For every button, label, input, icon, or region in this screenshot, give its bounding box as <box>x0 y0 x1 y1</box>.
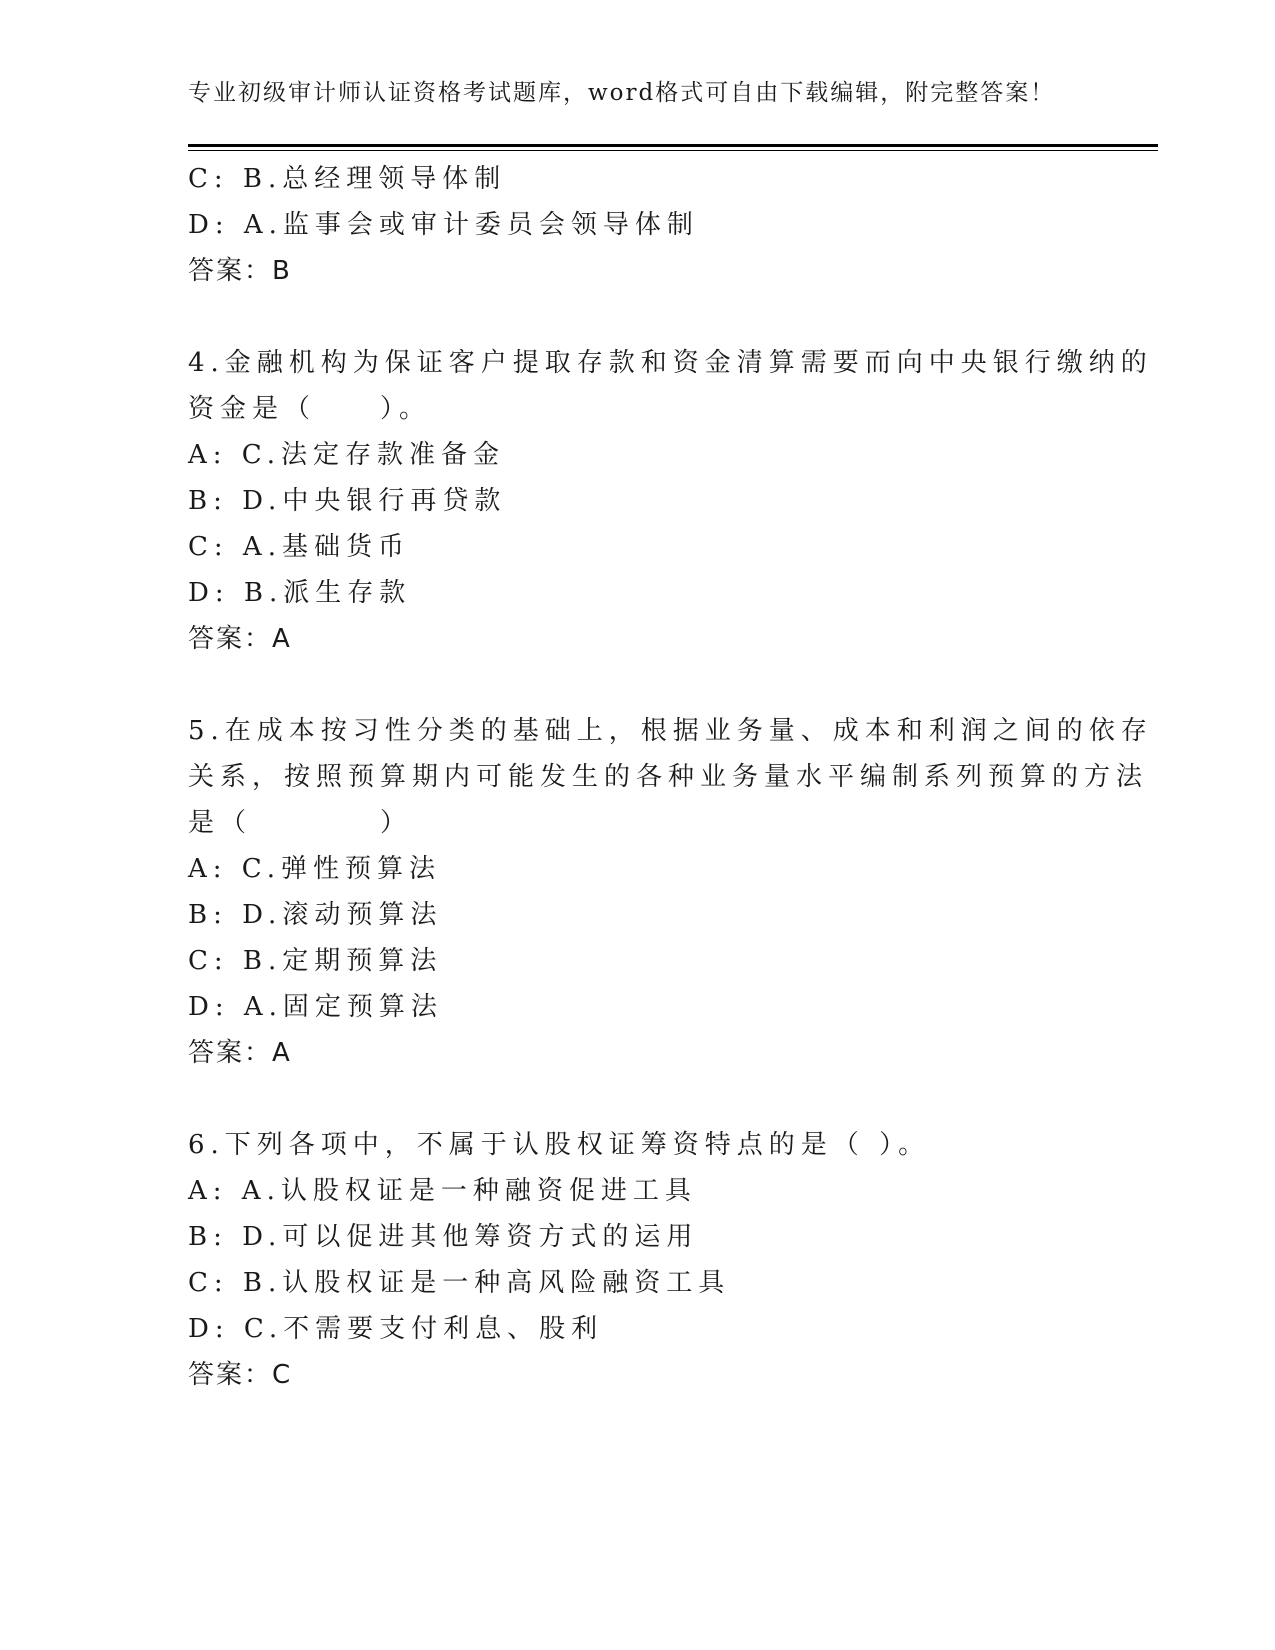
question-4-block <box>188 340 1153 662</box>
question-text-line: 6.下列各项中，不属于认股权证筹资特点的是（ ）。 <box>188 1130 931 1160</box>
option-a: A: A.认股权证是一种融资促进工具 <box>188 1176 697 1206</box>
option-d: D: A.监事会或审计委员会领导体制 <box>188 210 699 240</box>
question-5-block <box>188 708 1153 1076</box>
spacer <box>188 662 1088 708</box>
answer-line: 答案：B <box>188 256 292 286</box>
option-c: C: B.定期预算法 <box>188 946 443 976</box>
question-text-line: 资金是（ ）。 <box>188 394 432 424</box>
spacer <box>188 294 1088 340</box>
question-6-block <box>188 1122 1088 1398</box>
answer-line: 答案：A <box>188 1038 292 1068</box>
question-text-line: 关系，按照预算期内可能发生的各种业务量水平编制系列预算的方法 <box>188 762 1149 792</box>
question-text-line: 5.在成本按习性分类的基础上，根据业务量、成本和利润之间的依存 <box>188 716 1153 746</box>
header-rule-thick <box>188 144 1158 147</box>
option-d: D: A.固定预算法 <box>188 992 443 1022</box>
document-body <box>188 156 1153 1398</box>
option-b: B: D.滚动预算法 <box>188 900 443 930</box>
page-header: 专业初级审计师认证资格考试题库，word格式可自由下载编辑，附完整答案！ <box>188 80 1056 106</box>
option-a: A: C.弹性预算法 <box>188 854 442 884</box>
option-b: B: D.中央银行再贷款 <box>188 486 507 516</box>
option-d: D: B.派生存款 <box>188 578 412 608</box>
question-text-line: 4.金融机构为保证客户提取存款和资金清算需要而向中央银行缴纳的 <box>188 348 1153 378</box>
spacer <box>188 1076 1088 1122</box>
option-c: C: B.总经理领导体制 <box>188 164 507 194</box>
option-d: D: C.不需要支付利息、股利 <box>188 1314 604 1344</box>
answer-line: 答案：C <box>188 1360 293 1390</box>
option-b: B: D.可以促进其他筹资方式的运用 <box>188 1222 699 1252</box>
option-a: A: C.法定存款准备金 <box>188 440 506 470</box>
header-rule-thin <box>188 150 1158 151</box>
option-c: C: B.认股权证是一种高风险融资工具 <box>188 1268 731 1298</box>
prev-question-block <box>188 156 1088 294</box>
question-text-line: 是（ ） <box>188 808 413 838</box>
option-c: C: A.基础货币 <box>188 532 410 562</box>
answer-line: 答案：A <box>188 624 292 654</box>
